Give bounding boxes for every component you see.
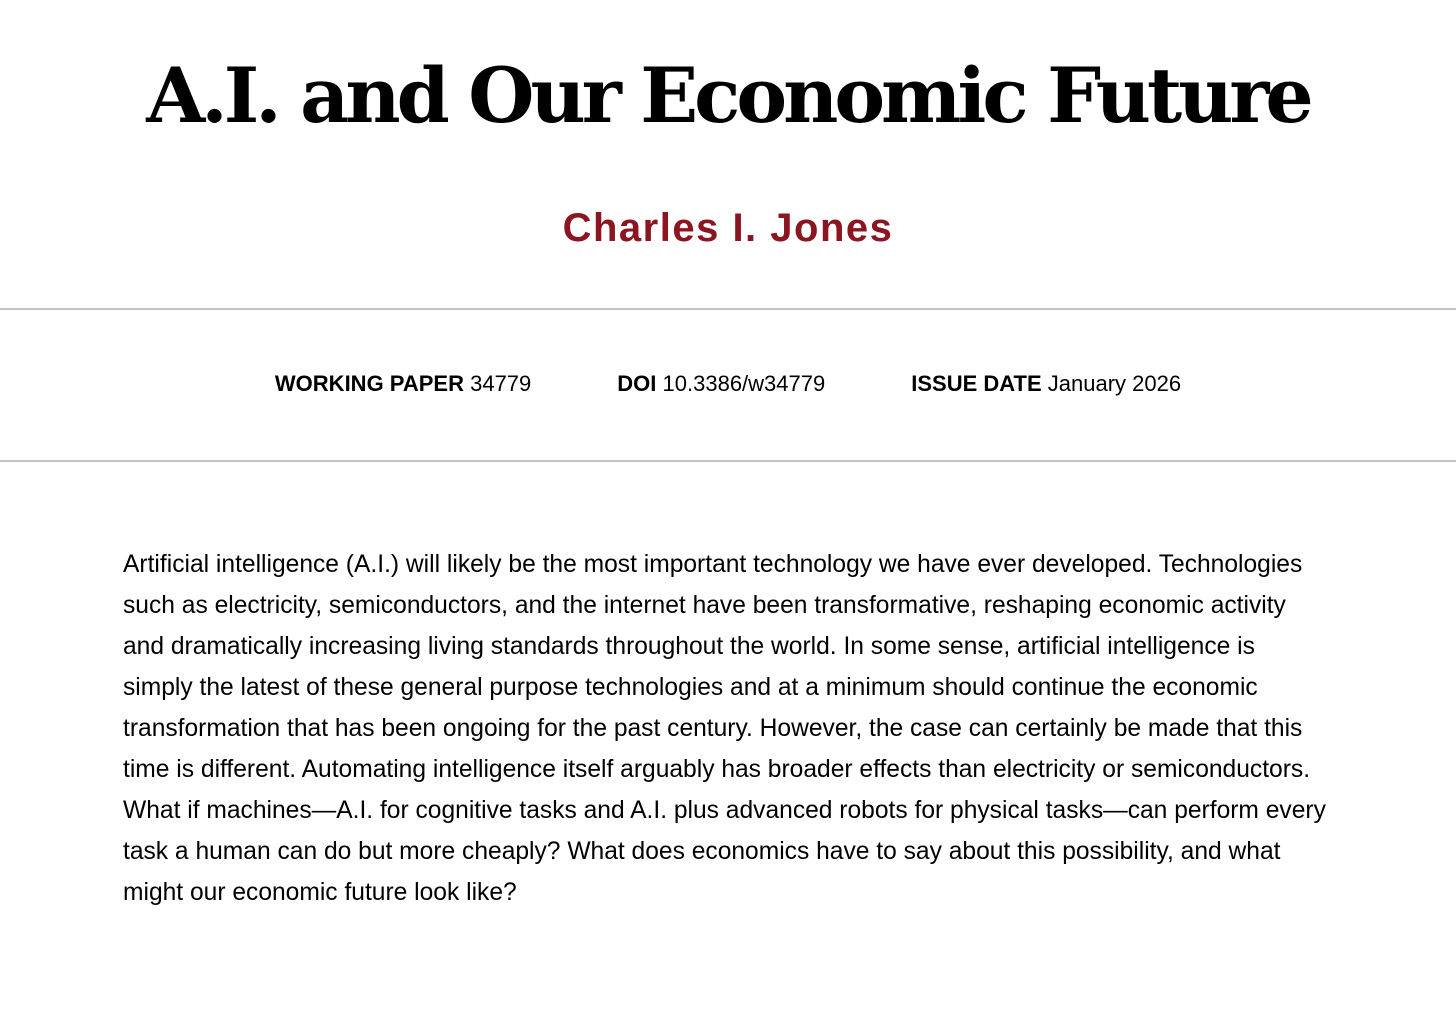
- abstract-text: Artificial intelligence (A.I.) will likely be the most important technology we have ever developed. Technologies such as electricity, semiconductors, and the internet have been transformative, reshaping economic activity and dramatically increasing living standards throughout the world. In some sense, artificial intelligence is simply the latest of these general purpose technologies and at a minimum should continue the economic transformation that has been ongoing for the past century. However, the case can certainly be made that this time is different. Automating intelligence itself arguably has broader effects than electricity or semiconductors. What if machines—A.I. for cognitive tasks and A.I. plus advanced robots for physical tasks—can perform every task a human can do but more cheaply? What does economics have to say about this possibility, and what might our economic future look like?: [123, 551, 1326, 906]
- bottom-divider: [0, 460, 1456, 462]
- doi: [617, 370, 825, 398]
- doi-value[interactable]: 10.3386/w34779: [662, 371, 826, 396]
- working-paper-value: 34779: [470, 371, 532, 396]
- issue-date-value: January 2026: [1047, 371, 1182, 396]
- author-name[interactable]: Charles I. Jones: [562, 206, 894, 250]
- working-paper-label: WORKING PAPER: [274, 371, 464, 396]
- paper-metadata: [0, 370, 1456, 398]
- working-paper-number: [275, 370, 531, 398]
- doi-label: DOI: [617, 371, 657, 396]
- paper-title: A.I. and Our Economic Future: [146, 51, 1310, 140]
- top-divider: [0, 308, 1456, 310]
- issue-date-label: ISSUE DATE: [911, 371, 1042, 396]
- issue-date: [911, 370, 1181, 398]
